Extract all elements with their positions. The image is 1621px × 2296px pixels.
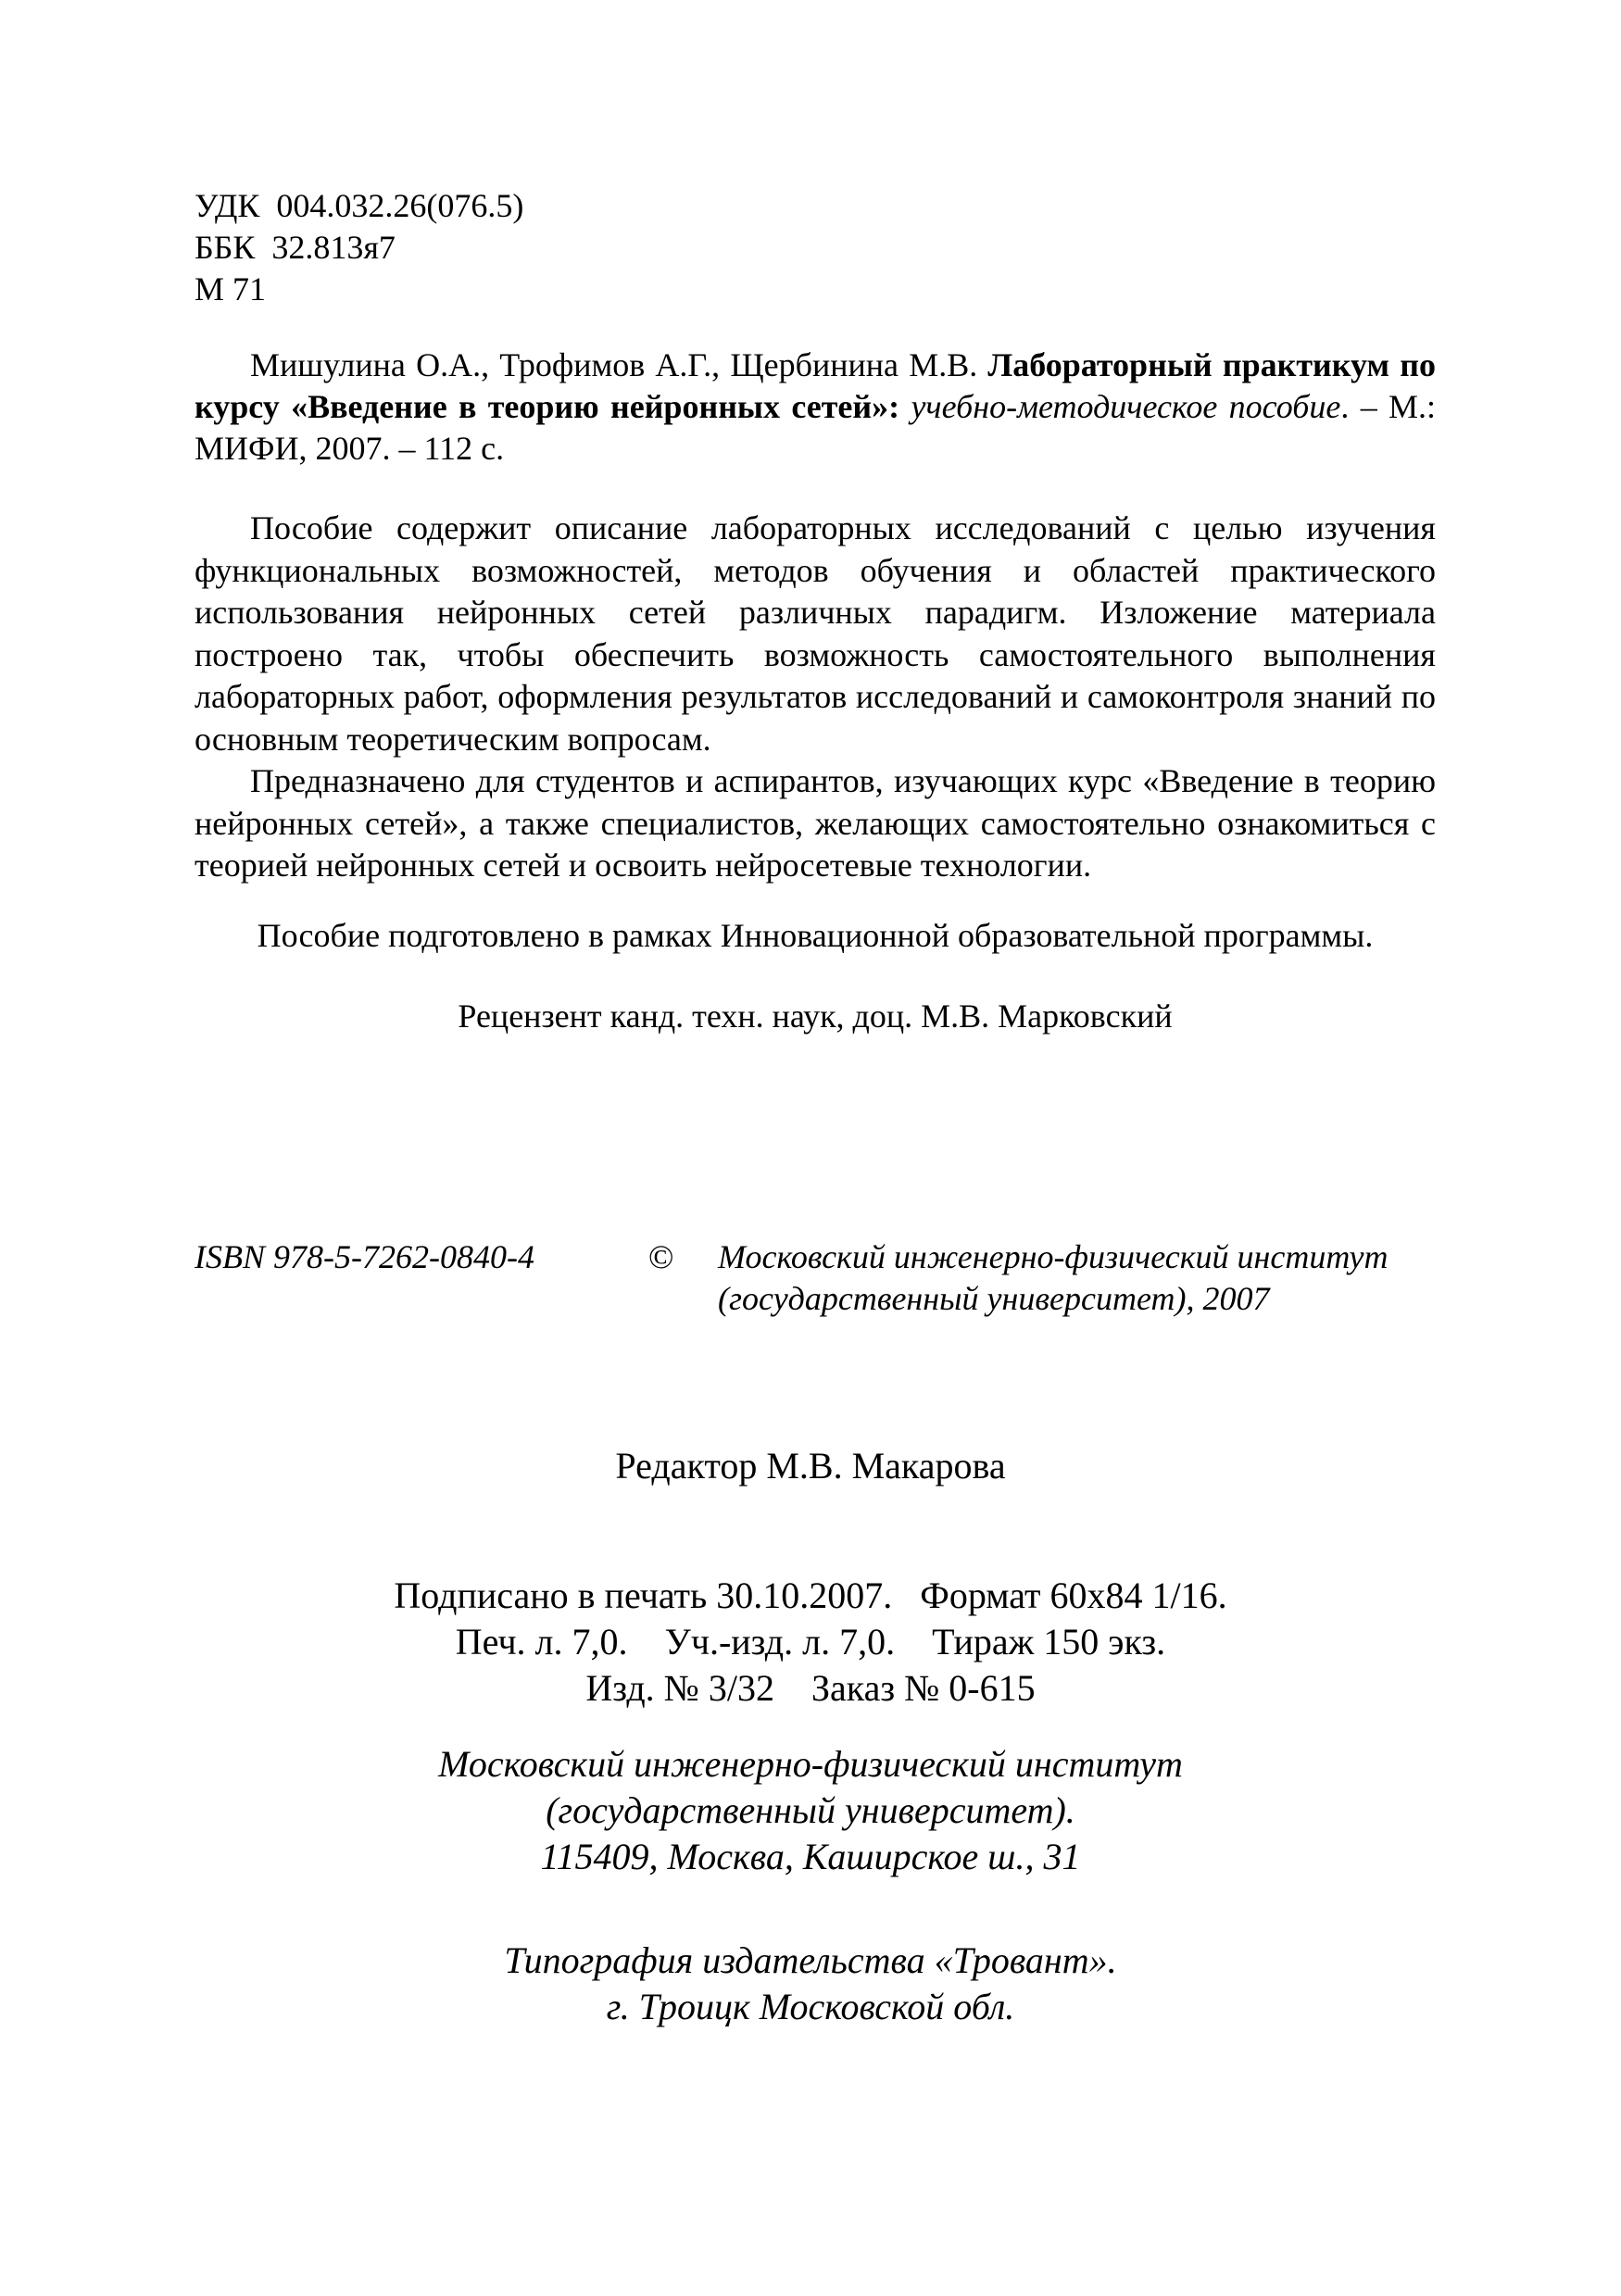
copyright-holder [718, 1236, 1388, 1320]
udk-code: УДК 004.032.26(076.5) [195, 187, 524, 224]
bib-imprint: . – М.: МИФИ, 2007. – 112 с. [195, 388, 1437, 467]
print-imprint [0, 1573, 1621, 1712]
annotation-paragraph: Пособие содержит описание лабораторных исследований с целью изучения функциональных возможностей, методов обучения и областей практического использования нейронных сетей различных парадигм. Изложение материала построено так, чтобы обеспечить возможность самостоятельного выполнения лабораторных работ, оформления результатов исследований и самоконтроля знаний по основным теоретическим вопросам. [195, 509, 1436, 758]
printer-line: Типография издательства «Тровант». [504, 1939, 1117, 1981]
imprint-line: Изд. № 3/32 Заказ № 0-615 [585, 1667, 1036, 1709]
copyright-sign: © [648, 1238, 674, 1275]
bbk-code: ББК 32.813я7 [195, 229, 396, 266]
reviewer: Рецензент канд. техн. наук, доц. М.В. Марковский [458, 997, 1173, 1035]
printer-info [0, 1938, 1621, 2030]
imprint-line: Подписано в печать 30.10.2007. Формат 60x84 1/16. [394, 1575, 1227, 1616]
program-note: Пособие подготовлено в рамках Инновационной образовательной программы. [257, 917, 1374, 954]
bib-type: учебно-методическое пособие [911, 388, 1341, 425]
publisher-line: Московский инженерно-физический институт [438, 1743, 1183, 1785]
annotation-paragraph: Предназначено для студентов и аспирантов, изучающих курс «Введение в теорию нейронных сетей», а также специалистов, желающих самостоятельно ознакомиться с теорией нейронных сетей и освоить нейросетевые технологии. [195, 762, 1436, 884]
publisher-line: (государственный университет). [546, 1789, 1075, 1831]
copyright-holder-line: (государственный университет), 2007 [718, 1280, 1270, 1317]
classification-codes [195, 185, 523, 310]
bib-title: Лабораторный практикум по курсу «Введение в теорию нейронных сетей»: [195, 346, 1436, 425]
annotation [195, 508, 1436, 887]
publisher-info [0, 1741, 1621, 1880]
copyright-holder-line: Московский инженерно-физический институт [718, 1238, 1389, 1275]
bibliographic-record [195, 345, 1436, 470]
bib-authors: Мишулина О.А., Трофимов А.Г., Щербинина М.В. [250, 346, 988, 383]
editor: Редактор М.В. Макарова [615, 1445, 1006, 1487]
printer-line: г. Троицк Московской обл. [606, 1986, 1015, 2027]
publisher-line: 115409, Москва, Каширское ш., 31 [540, 1836, 1081, 1877]
author-mark: М 71 [195, 270, 267, 307]
imprint-line: Печ. л. 7,0. Уч.-изд. л. 7,0. Тираж 150 экз. [455, 1621, 1166, 1662]
isbn: ISBN 978-5-7262-0840-4 [195, 1238, 534, 1275]
